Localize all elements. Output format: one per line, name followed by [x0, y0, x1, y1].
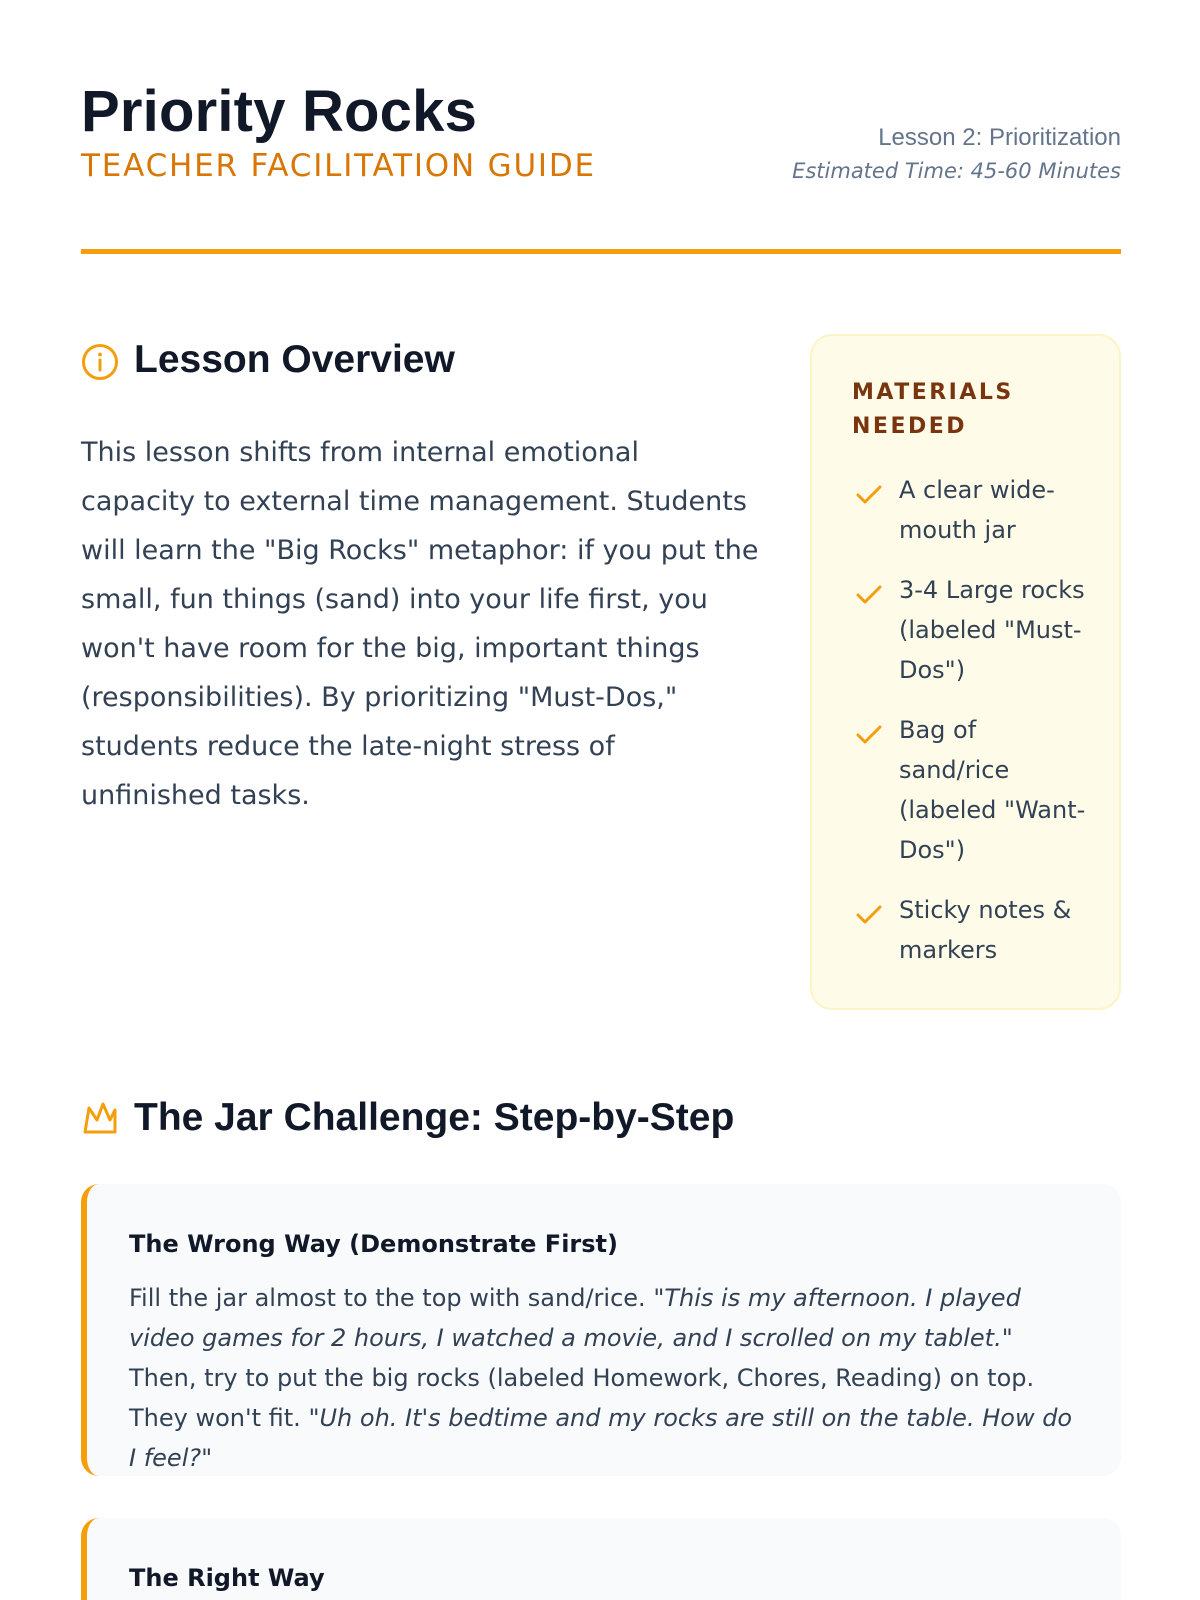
step-text: Then, try to put the big rocks (labeled Homework, Chores, Reading) on top. They won't fit.: [129, 1364, 1035, 1432]
step-card-right-way: [81, 1518, 1121, 1600]
step-quote: "This is my afternoon. I played video games for 2 hours, I watched a movie, and I scrolled on my tablet.": [129, 1284, 1021, 1352]
check-icon: [855, 578, 883, 618]
info-icon: [81, 343, 119, 385]
page-subtitle: TEACHER FACILITATION GUIDE: [81, 148, 596, 184]
check-icon: [855, 478, 883, 518]
material-label: A clear wide-mouth jar: [899, 476, 1055, 544]
materials-panel: [810, 334, 1121, 1010]
step-text: Fill the jar almost to the top with sand/rice.: [129, 1284, 646, 1312]
check-icon: [855, 898, 883, 938]
step-title: The Right Way: [129, 1564, 325, 1592]
list-item: [852, 470, 1089, 550]
material-label: 3-4 Large rocks (labeled "Must-Dos"): [899, 576, 1085, 684]
estimated-time: Estimated Time: 45-60 Minutes: [792, 159, 1121, 183]
step-title: The Wrong Way (Demonstrate First): [129, 1230, 618, 1258]
material-label: Bag of sand/rice (labeled "Want-Dos"): [899, 716, 1086, 864]
jar-heading: The Jar Challenge: Step-by-Step: [134, 1096, 735, 1139]
crown-icon: [81, 1100, 119, 1140]
page-title: Priority Rocks: [81, 79, 478, 144]
step-quote: "Uh oh. It's bedtime and my rocks are still on the table. How do I feel?": [129, 1404, 1073, 1472]
list-item: [852, 570, 1089, 690]
materials-list: [852, 470, 1089, 970]
materials-title: MATERIALS NEEDED: [852, 380, 1014, 439]
list-item: [852, 890, 1089, 970]
lesson-number: Lesson 2: Prioritization: [878, 124, 1121, 151]
material-label: Sticky notes & markers: [899, 896, 1072, 964]
overview-heading: Lesson Overview: [134, 338, 455, 381]
page-header: [81, 80, 1121, 254]
lesson-meta: [792, 123, 1121, 183]
check-icon: [855, 718, 883, 758]
list-item: [852, 710, 1089, 870]
overview-text: This lesson shifts from internal emotional capacity to external time management. Students will learn the "Big Rocks" metaphor: if you put the small, fun things (sand) into your life first, you won't have room for the big, important things (responsibilities). By prioritizing "Must-Dos," students reduce the late-night stress of unfinished tasks.: [81, 437, 759, 811]
step-card-wrong-way: [81, 1184, 1121, 1476]
step-body: [129, 1278, 1081, 1478]
